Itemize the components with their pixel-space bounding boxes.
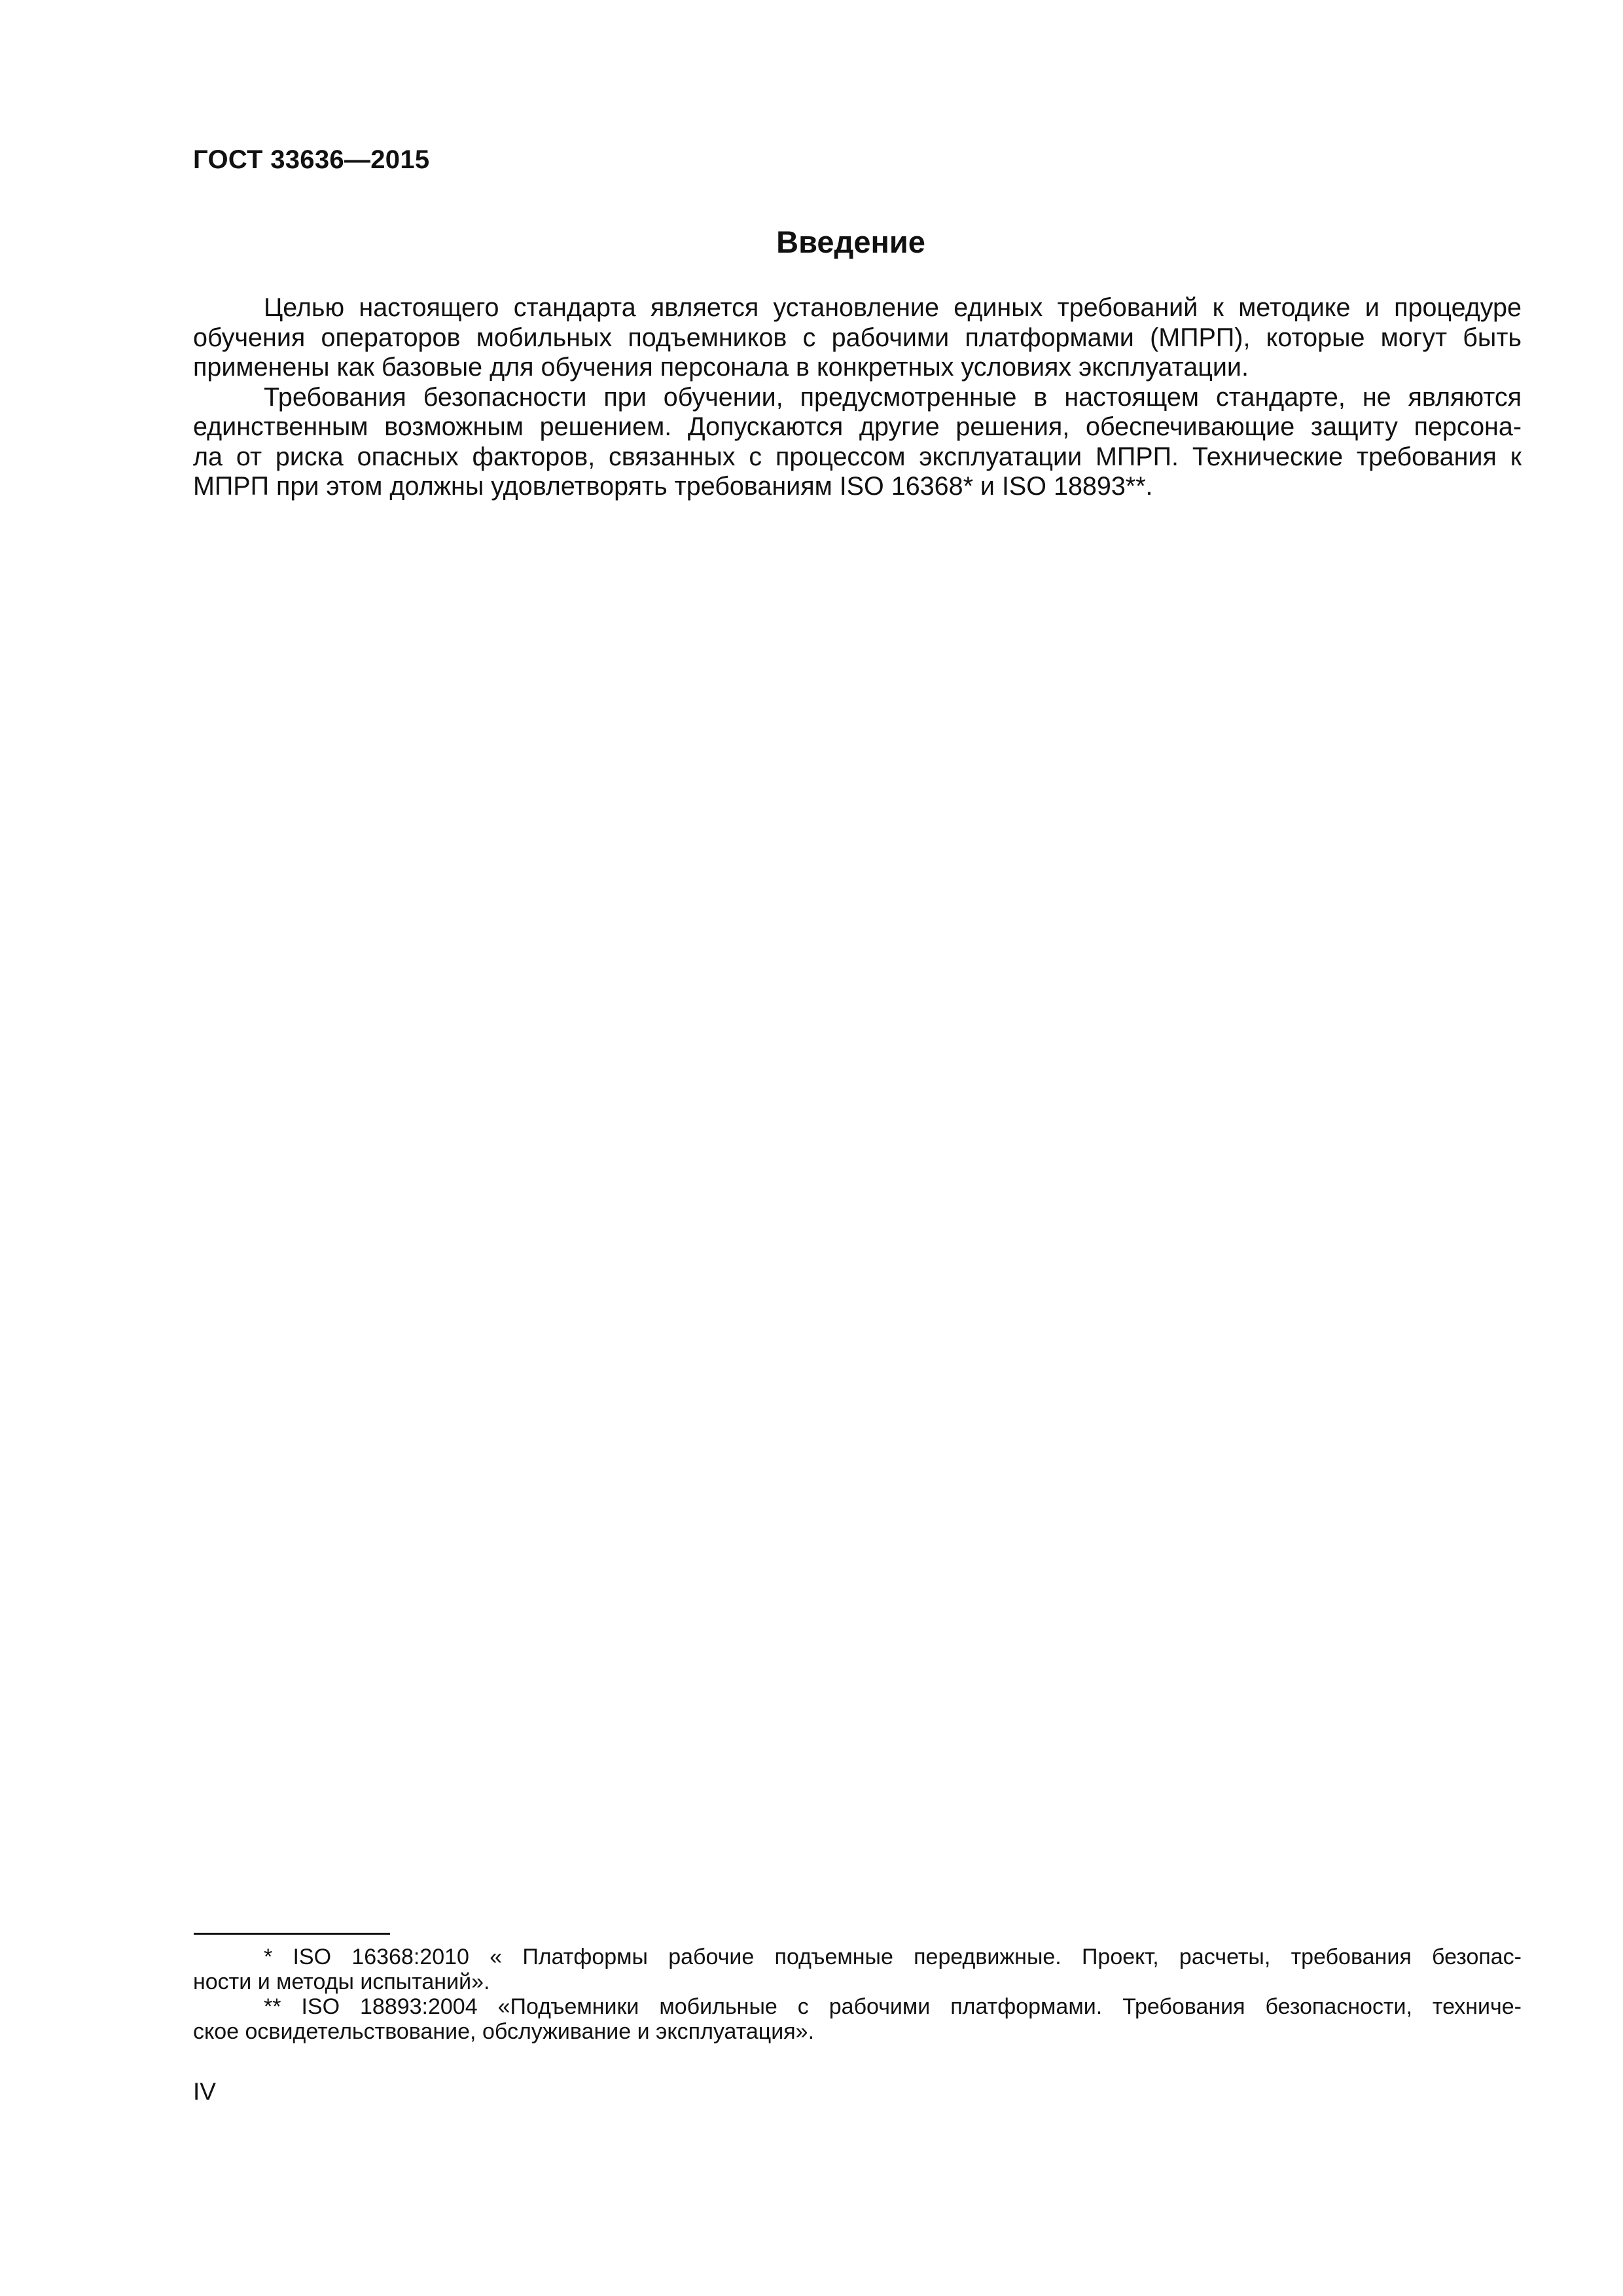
body-text (193, 293, 1522, 502)
paragraph-line: Целью настоящего стандарта является установление единых требований к методике и процедуре (264, 293, 1522, 322)
paragraph-line: обучения операторов мобильных подъемников с рабочими платформами (МПРП), которые могут быть (193, 323, 1522, 352)
paragraph-line: применены как базовые для обучения персонала в конкретных условиях эксплуатации. (193, 353, 1249, 382)
paragraph-line: Требования безопасности при обучении, предусмотренные в настоящем стандарте, не являются (264, 382, 1522, 412)
paragraph-line: единственным возможным решением. Допускаются другие решения, обеспечивающие защиту персона- (193, 412, 1522, 441)
footnote-line: ** ISO 18893:2004 «Подъемники мобильные с рабочими платформами. Требования безопасности, техниче- (264, 1994, 1522, 2019)
paragraph-safety-requirements (193, 383, 1522, 502)
footnote-iso-18893 (193, 1994, 1522, 2044)
footnotes (193, 1945, 1522, 2044)
footnote-line: ности и методы испытаний». (193, 1969, 490, 1994)
footnote-iso-16368 (193, 1945, 1522, 1994)
footnote-divider (194, 1933, 390, 1935)
page-number: IV (193, 2078, 216, 2105)
section-title: Введение (776, 224, 925, 259)
paragraph-purpose (193, 293, 1522, 383)
paragraph-line: МПРП при этом должны удовлетворять требованиям ISO 16368* и ISO 18893**. (193, 472, 1153, 501)
footnote-line: * ISO 16368:2010 « Платформы рабочие подъемные передвижные. Проект, расчеты, требования безопас- (264, 1945, 1522, 1969)
document-code-header: ГОСТ 33636—2015 (193, 145, 430, 174)
paragraph-line: ла от риска опасных факторов, связанных с процессом эксплуатации МПРП. Технические требования к (193, 442, 1522, 471)
footnote-line: ское освидетельствование, обслуживание и эксплуатация». (193, 2019, 815, 2044)
